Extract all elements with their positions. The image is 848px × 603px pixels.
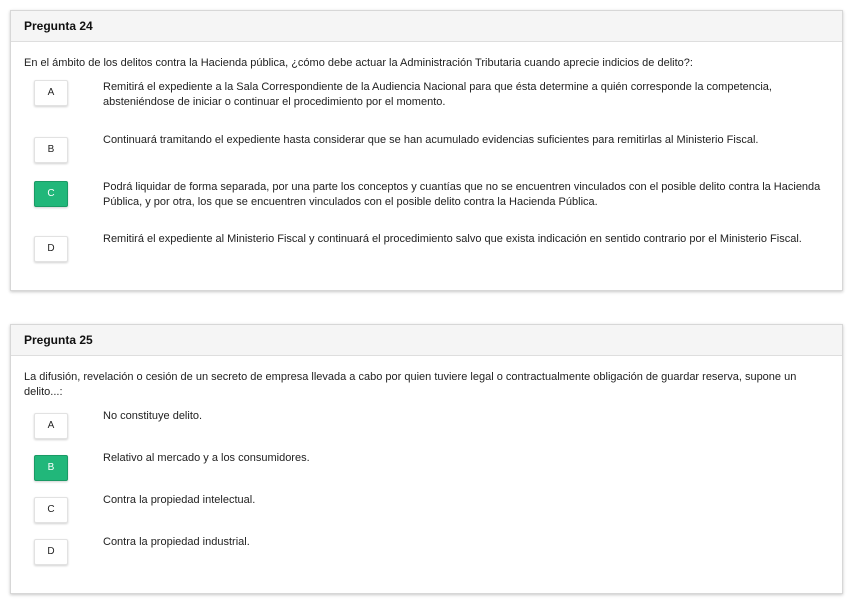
question-text: En el ámbito de los delitos contra la Hacienda pública, ¿cómo debe actuar la Administración Tributaria cuando aprecie indicios de delito?: (24, 57, 693, 69)
option-c-button[interactable]: C (34, 181, 68, 207)
option-b-button[interactable]: B (34, 455, 68, 481)
option-d-text: Contra la propiedad industrial. (103, 536, 250, 548)
question-card-25 (10, 324, 843, 594)
option-b-button[interactable]: B (34, 137, 68, 163)
option-c-text: Podrá liquidar de forma separada, por una parte los conceptos y cuantías que no se encuentren vinculados con el posible delito contra la Hacienda Pública, y por otra, los que se encuentren vinculados con el posible delito contra la Hacienda Pública. (103, 181, 821, 208)
question-title: Pregunta 24 (11, 11, 842, 42)
option-a-button[interactable]: A (34, 80, 68, 106)
question-card-24 (10, 10, 843, 291)
option-a-text: Remitirá el expediente a la Sala Correspondiente de la Audiencia Nacional para que ésta determine a quién corresponde la competencia, absteniéndose de iniciar o continuar el procedimiento por el momento. (103, 81, 772, 108)
option-d-button[interactable]: D (34, 539, 68, 565)
option-c-text: Contra la propiedad intelectual. (103, 494, 256, 506)
question-text: La difusión, revelación o cesión de un secreto de empresa llevada a cabo por quien tuviere legal o contractualmente obligación de guardar reserva, supone un delito...: (24, 371, 797, 398)
question-title: Pregunta 25 (11, 325, 842, 356)
option-a-button[interactable]: A (34, 413, 68, 439)
option-b-text: Continuará tramitando el expediente hasta considerar que se han acumulado evidencias suficientes para remitirlas al Ministerio Fiscal. (103, 134, 759, 146)
option-d-button[interactable]: D (34, 236, 68, 262)
option-b-text: Relativo al mercado y a los consumidores. (103, 452, 310, 464)
option-d-text: Remitirá el expediente al Ministerio Fiscal y continuará el procedimiento salvo que exista indicación en sentido contrario por el Ministerio Fiscal. (103, 233, 802, 245)
option-a-text: No constituye delito. (103, 410, 203, 422)
option-c-button[interactable]: C (34, 497, 68, 523)
